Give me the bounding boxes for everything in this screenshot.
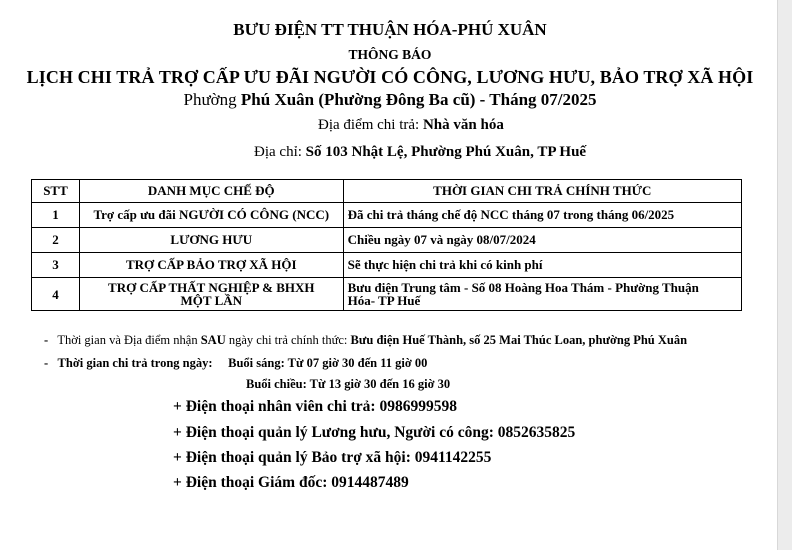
table-row <box>32 278 742 311</box>
row-time <box>343 278 741 311</box>
column-header-category: DANH MỤC CHẾ ĐỘ <box>79 180 343 203</box>
after-note-prefix: Thời gian và Địa điểm nhận <box>57 333 198 347</box>
row-time-line-2: Hóa- TP Huế <box>347 293 421 308</box>
ward-name-month: Phú Xuân (Phường Đông Ba cũ) - Tháng 07/2025 <box>240 90 597 109</box>
address-value: Số 103 Nhật Lệ, Phường Phú Xuân, TP Huế <box>305 144 587 160</box>
column-header-stt: STT <box>32 180 80 203</box>
after-note-sau: SAU <box>200 333 226 347</box>
row-category <box>79 278 343 311</box>
payment-address <box>254 144 586 161</box>
row-category: TRỢ CẤP BẢO TRỢ XÃ HỘI <box>79 253 343 278</box>
location-value: Nhà văn hóa <box>422 117 504 133</box>
table-header-row <box>32 180 742 203</box>
row-stt: 3 <box>32 253 80 278</box>
phone-line-social-manager: + Điện thoại quản lý Bảo trợ xã hội: 0941142255 <box>173 449 492 466</box>
daily-hours-label: Thời gian chi trả trong ngày: <box>57 356 213 370</box>
phone-line-staff: + Điện thoại nhân viên chi trả: 0986999598 <box>173 398 457 415</box>
address-label: Địa chỉ: <box>254 144 302 160</box>
row-category-line-2: MỘT LẦN <box>180 293 243 308</box>
after-note-place: Bưu điện Huế Thành, số 25 Mai Thúc Loan, phường Phú Xuân <box>350 333 688 347</box>
row-time: Sẽ thực hiện chi trả khi có kinh phí <box>343 253 741 278</box>
row-stt: 2 <box>32 228 80 253</box>
row-time-line-1: Bưu điện Trung tâm - Số 08 Hoàng Hoa Thám - Phường Thuận <box>347 280 699 295</box>
ward-prefix: Phường <box>183 90 237 109</box>
daily-hours-note <box>44 356 427 371</box>
row-category: Trợ cấp ưu đãi NGƯỜI CÓ CÔNG (NCC) <box>79 203 343 228</box>
row-category: LƯƠNG HƯU <box>79 228 343 253</box>
row-time: Đã chi trả tháng chế độ NCC tháng 07 trong tháng 06/2025 <box>343 203 741 228</box>
afternoon-hours-line <box>246 377 450 392</box>
phone-line-pension-manager: + Điện thoại quản lý Lương hưu, Người có công: 0852635825 <box>173 424 576 441</box>
phone-line-director: + Điện thoại Giám đốc: 0914487489 <box>173 474 409 491</box>
bullet-dash: - <box>44 333 49 347</box>
bullet-dash: - <box>44 356 49 370</box>
ward-subtitle <box>0 90 780 110</box>
after-note-mid: ngày chi trả chính thức: <box>228 333 348 347</box>
document-title: LỊCH CHI TRẢ TRỢ CẤP ƯU ĐÃI NGƯỜI CÓ CÔNG, LƯƠNG HƯU, BẢO TRỢ XÃ HỘI <box>26 67 754 87</box>
row-category-line-1: TRỢ CẤP THẤT NGHIỆP & BHXH <box>108 280 315 295</box>
table-row <box>32 253 742 278</box>
location-label: Địa điểm chi trả: <box>318 117 420 133</box>
morning-hours: Buổi sáng: Từ 07 giờ 30 đến 11 giờ 00 <box>228 356 428 370</box>
column-header-time: THỜI GIAN CHI TRẢ CHÍNH THỨC <box>343 180 741 203</box>
notice-heading: THÔNG BÁO <box>348 47 432 62</box>
organization-name: BƯU ĐIỆN TT THUẬN HÓA-PHÚ XUÂN <box>233 20 547 39</box>
row-stt: 1 <box>32 203 80 228</box>
after-payment-note <box>44 333 687 348</box>
row-stt: 4 <box>32 278 80 311</box>
table-row <box>32 228 742 253</box>
row-time: Chiều ngày 07 và ngày 08/07/2024 <box>343 228 741 253</box>
afternoon-hours: Buổi chiều: Từ 13 giờ 30 đến 16 giờ 30 <box>246 377 451 391</box>
payment-schedule-table <box>31 179 742 311</box>
payment-location <box>318 117 504 134</box>
table-row <box>32 203 742 228</box>
